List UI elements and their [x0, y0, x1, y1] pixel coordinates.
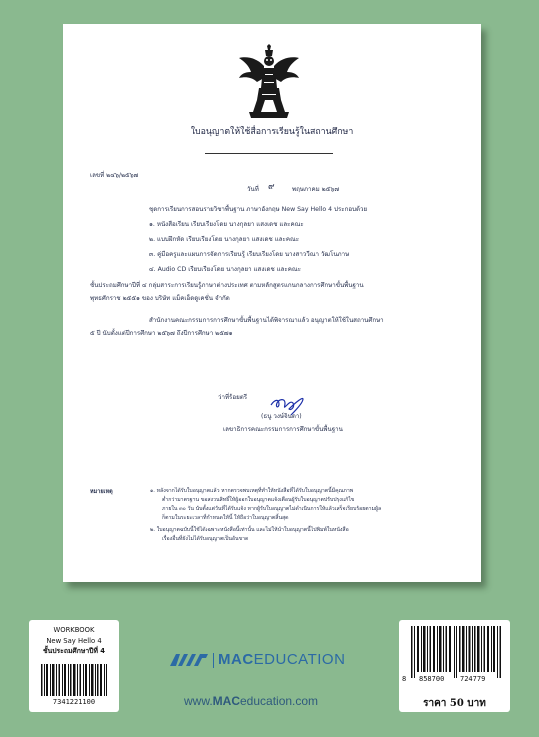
list-item: ๑. หนังสือเรียน เรียบเรียงโดย นางกุลยา แสงเดช และคณะ	[149, 221, 304, 228]
note-line: ต่ำกว่ามาตรฐาน ขอสงวนสิทธิ์ให้ผู้ออกใบอนุญาตแจ้งเตือนผู้รับใบอนุญาตปรับปรุงแก้ไข	[162, 497, 355, 503]
publisher-wordmark	[218, 651, 345, 668]
wordmark-prefix: MAC	[218, 651, 254, 668]
isbn-digit-left: 8	[402, 675, 407, 683]
paragraph-line: ๕ ปี นับตั้งแต่ปีการศึกษา ๒๕๖๗ ถึงปีการศึกษา ๒๕๗๑	[90, 330, 233, 337]
product-type: WORKBOOK	[53, 626, 95, 634]
date-day: ๙	[268, 182, 275, 192]
signer-rank: ว่าที่ร้อยตรี	[218, 394, 248, 401]
date-month-year: พฤษภาคม ๒๕๖๗	[292, 186, 339, 193]
wordmark-suffix: EDUCATION	[253, 651, 346, 668]
date-label: วันที่	[247, 186, 259, 193]
paragraph-line: ชั้นประถมศึกษาปีที่ ๔ กลุ่มสาระการเรียนรู้ภาษาต่างประเทศ ตามหลักสูตรแกนกลางการศึกษาขั้นพื้นฐาน	[90, 282, 364, 289]
product-title: New Say Hello 4	[46, 637, 102, 645]
note-line: ๒. ใบอนุญาตฉบับนี้ใช้ได้เฉพาะหนังสือนี้เท่านั้น และไม่ให้นำใบอนุญาตนี้ไปพิมพ์ในหนังสือ	[150, 527, 349, 533]
url-brand: MAC	[212, 694, 240, 708]
signer-name: (ธนู วงษ์จินดา)	[261, 413, 302, 420]
logo-divider	[213, 653, 214, 668]
title-divider	[205, 153, 333, 154]
intro-text: ชุดการเรียนการสอนรายวิชาพื้นฐาน ภาษาอังกฤษ New Say Hello 4 ประกอบด้วย	[149, 206, 368, 213]
product-barcode-icon	[41, 664, 107, 696]
note-line: เรื่องอื่นที่ยังไม่ได้รับอนุญาตเป็นอันขาด	[162, 536, 249, 542]
paragraph-line: พุทธศักราช ๒๕๕๑ ของ บริษัท แม็คเอ็ดดูเคชั่น จำกัด	[90, 295, 230, 302]
isbn-digits-middle: 858700	[419, 675, 445, 683]
isbn-digits-right: 724779	[460, 675, 486, 683]
list-item: ๓. คู่มือครูและแผนการจัดการเรียนรู้ เรียบเรียงโดย นางสาววีณา วัฒโนภาษ	[149, 251, 350, 258]
paragraph-line: สำนักงานคณะกรรมการการศึกษาขั้นพื้นฐานได้พิจารณาแล้ว อนุญาตให้ใช้ในสถานศึกษา	[149, 317, 384, 324]
note-line: ภายใน ๓๐ วัน นับตั้งแต่วันที่ได้รับแจ้ง หากผู้รับใบอนุญาตไม่ดำเนินการให้แล้วเสร็จเรียบร้อยตามผู้ล	[162, 506, 382, 512]
note-line: ก็ตามในระยะเวลาที่กำหนดให้นี้ ให้ถือว่าใบอนุญาตสิ้นสุด	[162, 515, 289, 521]
list-item: ๒. แบบฝึกหัด เรียบเรียงโดย นางกุลยา แสงเดช และคณะ	[149, 236, 300, 243]
product-label-box	[29, 620, 119, 712]
license-document	[63, 24, 481, 582]
reference-number: เลขที่ ๒๔๖/๒๕๖๗	[90, 172, 139, 179]
product-barcode-number: 7341221100	[52, 698, 96, 706]
signer-title: เลขาธิการคณะกรรมการการศึกษาขั้นพื้นฐาน	[223, 426, 343, 433]
list-item: ๔. Audio CD เรียบเรียงโดย นางกุลยา แสงเดช และคณะ	[149, 266, 301, 273]
garuda-emblem-icon	[237, 44, 301, 120]
note-line: ๑. หลังจากได้รับใบอนุญาตแล้ว หากตรวจพบเหตุที่ทำให้หนังสือที่ได้รับใบอนุญาตนี้มีคุณภาพ	[150, 488, 354, 494]
url-prefix: www.	[184, 694, 213, 708]
document-title: ใบอนุญาตให้ใช้สื่อการเรียนรู้ในสถานศึกษา	[190, 127, 354, 137]
product-grade: ชั้นประถมศึกษาปีที่ 4	[42, 647, 106, 655]
isbn-barcode-icon	[411, 626, 501, 678]
isbn-price-box	[399, 620, 510, 712]
publisher-url	[184, 694, 318, 708]
price-label: ราคา 50 บาท	[423, 698, 486, 709]
note-label: หมายเหตุ	[90, 489, 113, 495]
mac-logo-icon	[168, 650, 210, 670]
url-domain: education.com	[240, 694, 319, 708]
